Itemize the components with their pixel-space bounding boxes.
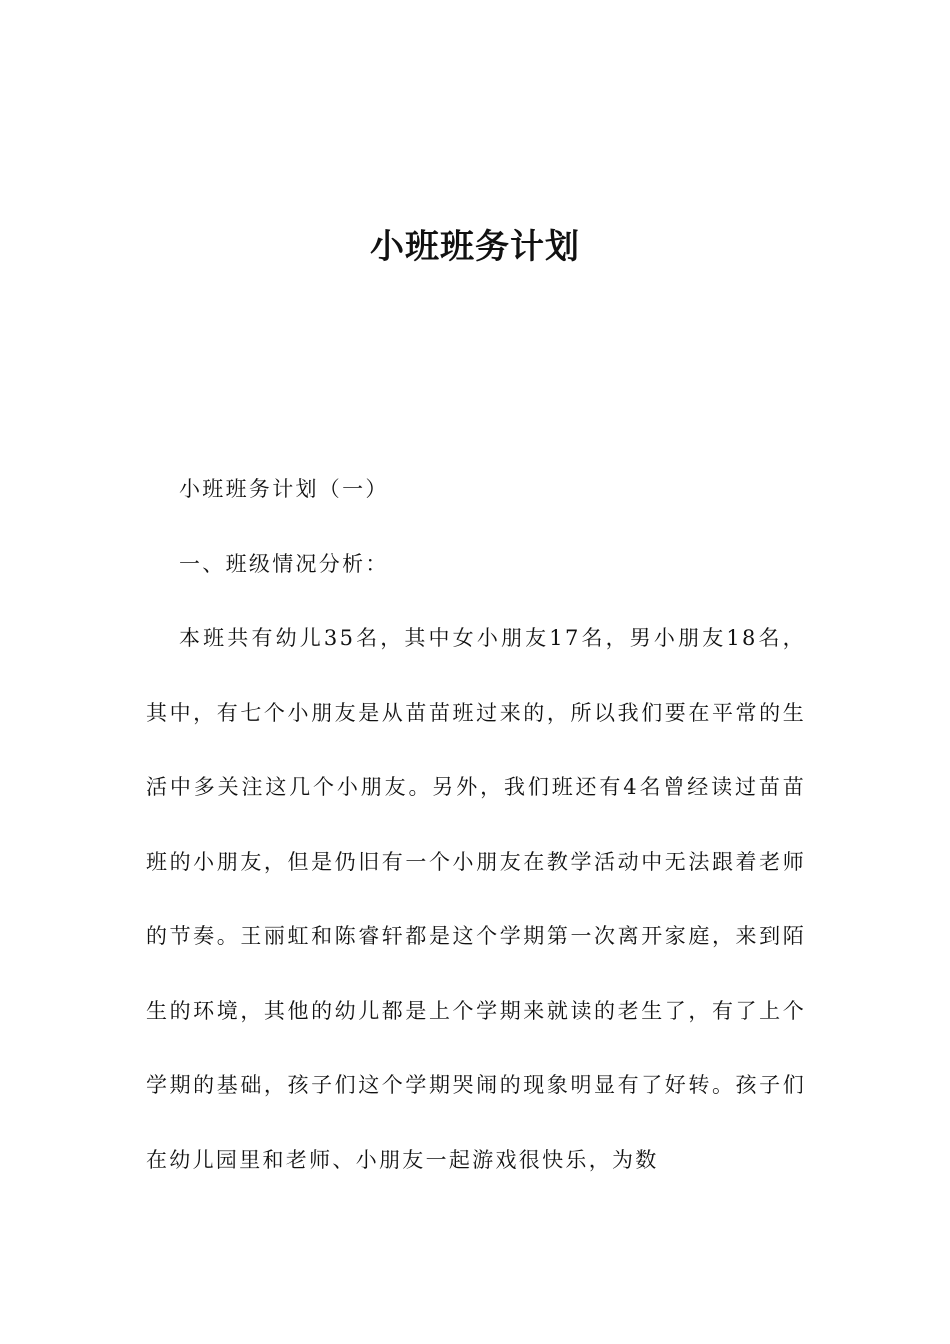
document-body [146, 452, 806, 1197]
section-heading: 小班班务计划（一） [179, 477, 389, 501]
body-paragraph: 本班共有幼儿35名，其中女小朋友17名，男小朋友18名，其中，有七个小朋友是从苗苗班过来的，所以我们要在平常的生活中多关注这几个小朋友。另外，我们班还有4名曾经读过苗苗班的小朋友，但是仍旧有一个小朋友在教学活动中无法跟着老师的节奏。王丽虹和陈睿轩都是这个学期第一次离开家庭，来到陌生的环境，其他的幼儿都是上个学期来就读的老生了，有了上个学期的基础，孩子们这个学期哭闹的现象明显有了好转。孩子们在幼儿园里和老师、小朋友一起游戏很快乐，为数 [146, 626, 806, 1172]
subsection-heading: 一、班级情况分析： [179, 551, 389, 576]
document-title: 小班班务计划 [370, 227, 580, 267]
